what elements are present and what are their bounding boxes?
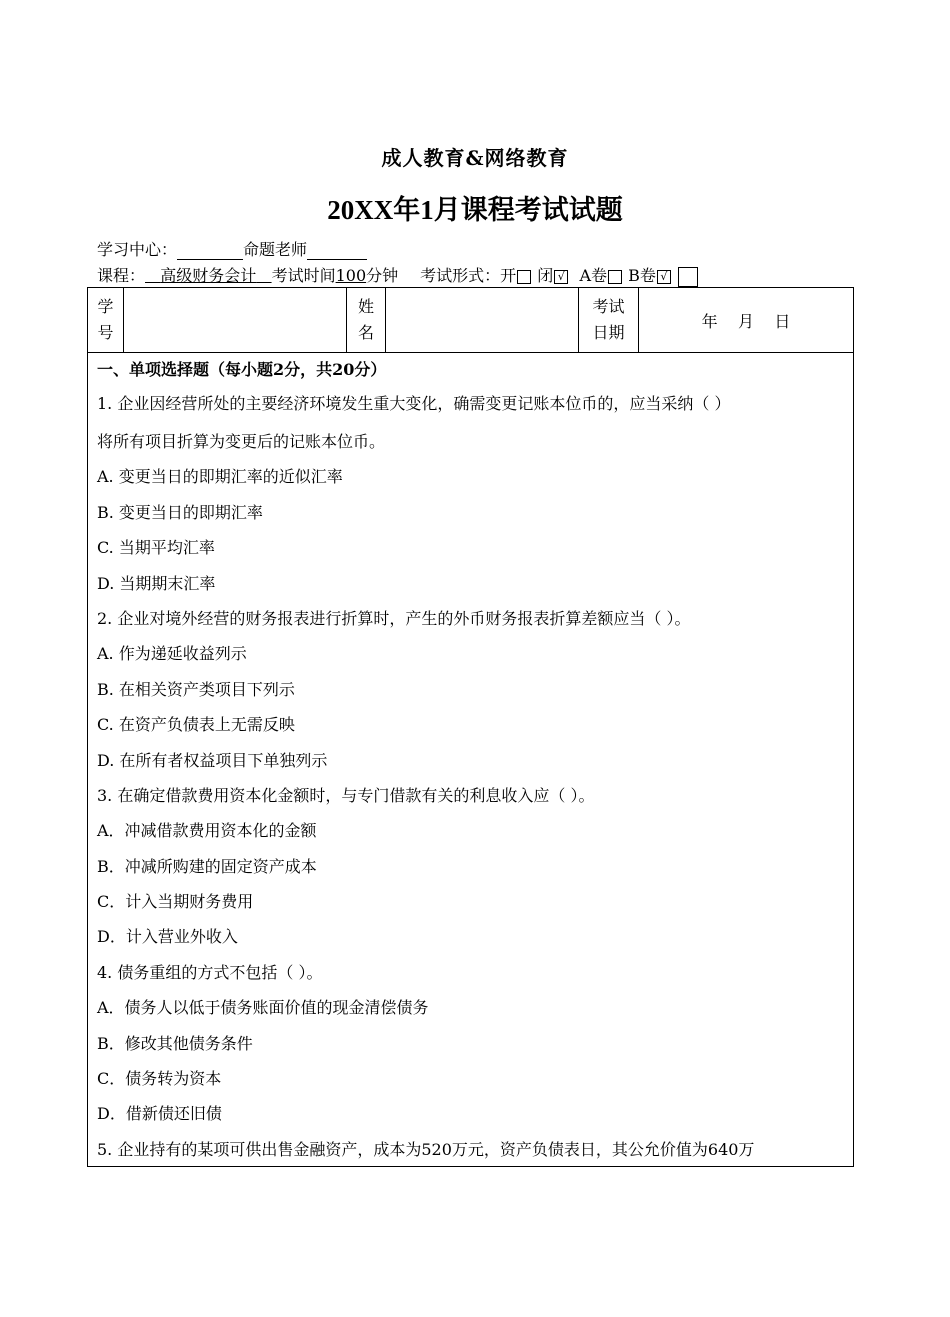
paper-a-label: A卷 <box>579 266 607 285</box>
study-center-label: 学习中心： <box>97 240 178 259</box>
section-heading: 一、单项选择题（每小题2分，共20分） <box>97 360 387 379</box>
option-line: C. 当期平均汇率 <box>97 538 215 558</box>
exam-date-label: 考试 日期 <box>579 288 639 353</box>
option-line: D．借新债还旧债 <box>97 1104 222 1124</box>
exam-title: 20XX年1月课程考试试题 <box>327 195 623 225</box>
question-line: 4. 债务重组的方式不包括（ ）。 <box>97 962 323 982</box>
option-line: C．计入当期财务费用 <box>97 892 254 912</box>
paper-a-checkbox[interactable] <box>608 270 622 284</box>
teacher-blank <box>307 241 367 260</box>
name-label: 姓 名 <box>347 288 386 353</box>
questions-content <box>97 356 847 1167</box>
exam-time-unit: 分钟 <box>366 266 399 285</box>
exam-frame <box>87 287 854 1167</box>
info-line-center-teacher <box>97 237 367 260</box>
student-info-table <box>88 288 853 353</box>
option-line: C．债务转为资本 <box>97 1069 222 1089</box>
question-line: 3. 在确定借款费用资本化金额时，与专门借款有关的利息收入应（ ）。 <box>97 785 595 805</box>
question-line: 2. 企业对境外经营的财务报表进行折算时，产生的外币财务报表折算差额应当（ ）。 <box>97 608 691 628</box>
option-line: A．冲减借款费用资本化的金额 <box>97 821 317 841</box>
exam-date-value: 年 月 日 <box>639 288 854 353</box>
paper-b-checkbox-checked[interactable]: √ <box>657 270 671 284</box>
exam-time-label: 考试时间 <box>271 266 336 285</box>
option-line: B. 在相关资产类项目下列示 <box>97 679 295 699</box>
paper-b-label: B卷 <box>628 266 656 285</box>
question-line: 将所有项目折算为变更后的记账本位币。 <box>97 432 386 451</box>
teacher-label: 命题老师 <box>243 240 308 259</box>
course-label: 课程： <box>97 266 146 285</box>
exam-time-value: 100 <box>335 266 367 285</box>
question-line: 1. 企业因经营所处的主要经济环境发生重大变化，确需变更记账本位币的，应当采纳（ ） <box>97 394 731 413</box>
option-line: D．计入营业外收入 <box>97 927 238 947</box>
option-line: B．冲减所购建的固定资产成本 <box>97 856 317 876</box>
closed-checkbox-checked[interactable]: √ <box>554 270 568 284</box>
closed-label: 闭 <box>537 266 554 285</box>
extra-checkbox[interactable] <box>678 267 698 287</box>
student-no-label: 学 号 <box>88 288 124 353</box>
student-no-field[interactable] <box>124 288 347 353</box>
option-line: D. 在所有者权益项目下单独列示 <box>97 750 328 770</box>
option-line: B. 变更当日的即期汇率 <box>97 502 263 522</box>
course-value: 高级财务会计 <box>160 266 257 285</box>
option-line: A. 变更当日的即期汇率的近似汇率 <box>97 467 343 487</box>
name-field[interactable] <box>386 288 579 353</box>
option-line: B．修改其他债务条件 <box>97 1033 253 1053</box>
option-line: A. 作为递延收益列示 <box>97 644 247 664</box>
exam-form-label: 考试形式：开 <box>420 266 517 285</box>
organization-heading: 成人教育&网络教育 <box>381 146 569 170</box>
info-line-course <box>97 263 698 287</box>
option-line: C. 在资产负债表上无需反映 <box>97 715 295 735</box>
question-line: 5. 企业持有的某项可供出售金融资产，成本为520万元，资产负债表日，其公允价值为640万 <box>97 1139 755 1159</box>
option-line: D. 当期期末汇率 <box>97 573 216 593</box>
open-checkbox[interactable] <box>517 270 531 284</box>
study-center-blank <box>177 241 243 260</box>
option-line: A．债务人以低于债务账面价值的现金清偿债务 <box>97 998 429 1018</box>
